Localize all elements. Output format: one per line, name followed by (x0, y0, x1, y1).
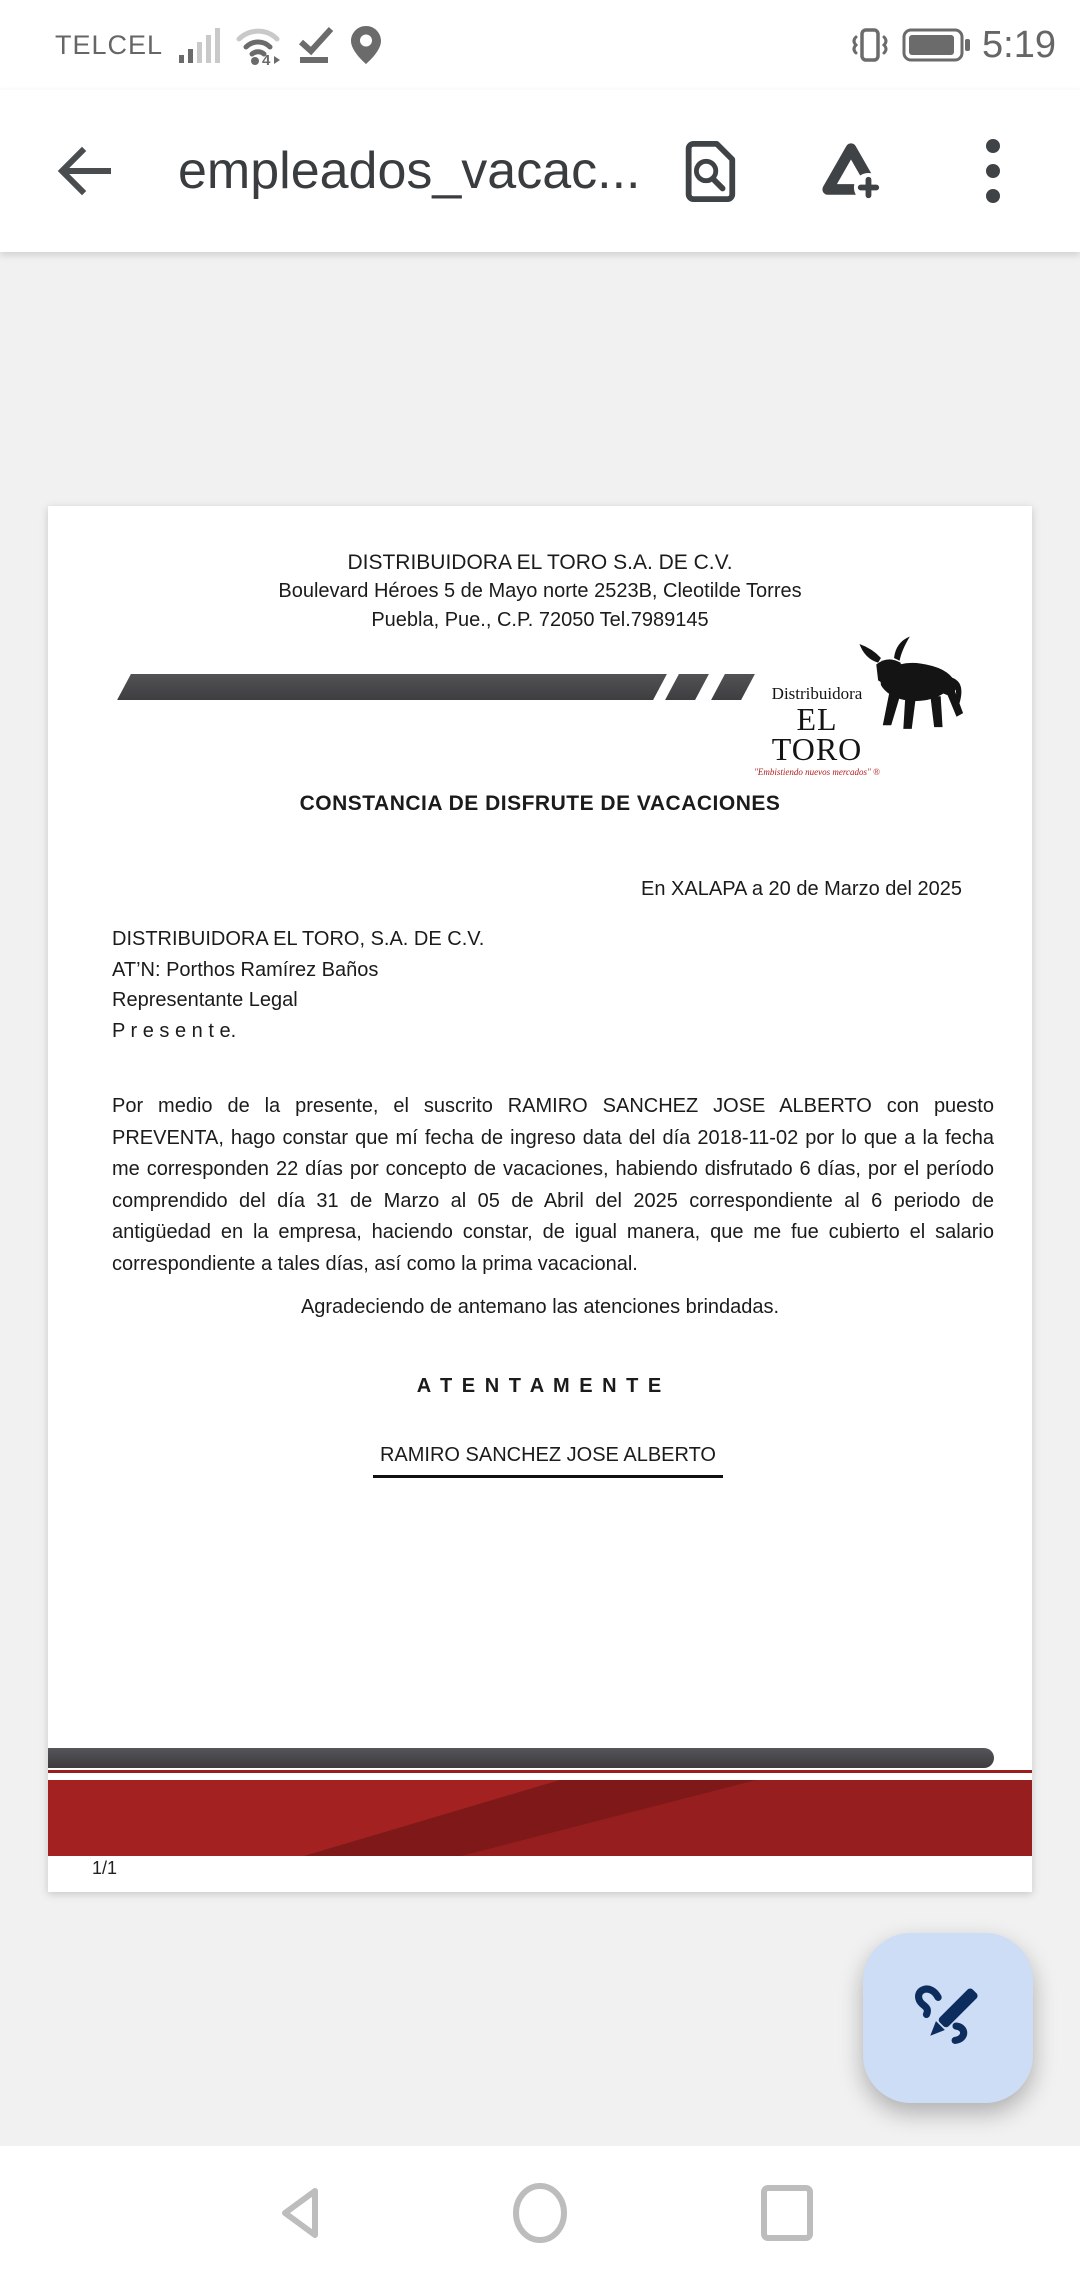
logo-brand-top: Distribuidora (771, 684, 863, 703)
carrier-label: TELCEL (55, 29, 164, 60)
location-icon (349, 24, 383, 66)
add-to-drive-button[interactable] (818, 138, 884, 204)
addressee-role: Representante Legal (112, 989, 298, 1011)
recents-square-icon (760, 2184, 814, 2242)
back-button[interactable] (52, 139, 116, 203)
logo-brand-main: EL TORO (771, 701, 863, 767)
pdf-viewer-scroll-area[interactable] (0, 252, 1080, 2146)
battery-icon (902, 27, 970, 63)
home-circle-icon (511, 2182, 569, 2244)
pdf-page (48, 506, 1032, 1892)
addressee-company: DISTRIBUIDORA EL TORO, S.A. DE C.V. (112, 928, 485, 950)
footer-red-bar (48, 1780, 1032, 1856)
addressee-present: P r e s e n t e. (112, 1019, 237, 1042)
back-triangle-icon (277, 2185, 321, 2241)
date-line: En XALAPA a 20 de Marzo del 2025 (641, 878, 962, 900)
drive-add-icon (818, 140, 884, 202)
check-underline-icon (297, 25, 335, 65)
status-bar (0, 0, 1080, 90)
vibrate-icon (850, 24, 890, 66)
letterhead-company: DISTRIBUIDORA EL TORO S.A. DE C.V. (347, 551, 733, 574)
letterhead-address1: Boulevard Héroes 5 de Mayo norte 2523B, Cleotilde Torres (278, 580, 802, 602)
footer-gray-bar (48, 1748, 994, 1768)
navigation-bar (0, 2146, 1080, 2280)
signature-line: RAMIRO SANCHEZ JOSE ALBERTO (373, 1444, 723, 1478)
svg-text:4: 4 (262, 52, 271, 66)
letterhead-banner-stripe (117, 674, 667, 700)
company-logo (748, 626, 966, 777)
annotate-pen-icon (905, 1975, 991, 2061)
nav-home-button[interactable] (470, 2146, 610, 2280)
document-heading: CONSTANCIA DE DISFRUTE DE VACACIONES (299, 792, 781, 815)
document-search-icon (678, 140, 740, 202)
addressee-block (112, 924, 484, 1046)
page-indicator: 1/1 (92, 1858, 118, 1878)
closing-line: A T E N T A M E N T E (416, 1375, 664, 1397)
nav-back-button[interactable] (229, 2146, 369, 2280)
logo-tagline: "Embistiendo nuevos mercados" ® (754, 767, 880, 777)
overflow-menu-button[interactable] (960, 138, 1026, 204)
thanks-line: Agradeciendo de antemano las atenciones brindadas. (300, 1296, 780, 1318)
bull-icon (852, 626, 964, 746)
letterhead-address2: Puebla, Pue., C.P. 72050 Tel.7989145 (371, 609, 709, 631)
back-arrow-icon (56, 143, 112, 199)
body-paragraph: Por medio de la presente, el suscrito RAMIRO SANCHEZ JOSE ALBERTO con puesto PREVENTA, hago constar que mí fecha de ingreso data del día 2018-11-02 por lo que a la fecha me corresponden 22 días por concepto de vacaciones, habiendo disfrutado 6 días, por el período comprendido del día 31 de Marzo al 05 de Abril del 2025 correspondiente al 6 periodo de antigüedad en la empresa, haciendo constar, de igual manera, que me fue cubierto el salario correspondiente a tales días, así como la prima vacacional. (112, 1095, 994, 1275)
addressee-attention: AT’N: Porthos Ramírez Baños (112, 958, 379, 981)
more-vert-icon (984, 138, 1002, 204)
nav-recents-button[interactable] (717, 2146, 857, 2280)
app-bar (0, 90, 1080, 252)
banner-slash (665, 674, 709, 700)
clock: 5:19 (982, 23, 1056, 66)
search-in-document-button[interactable] (676, 138, 742, 204)
document-title: empleados_vacac... (178, 142, 641, 200)
letterhead (48, 548, 1032, 635)
footer-red-hairline (48, 1770, 1032, 1773)
wifi-4-icon (235, 24, 283, 66)
annotate-fab[interactable] (863, 1933, 1033, 2103)
signal-strength-icon (177, 25, 221, 65)
